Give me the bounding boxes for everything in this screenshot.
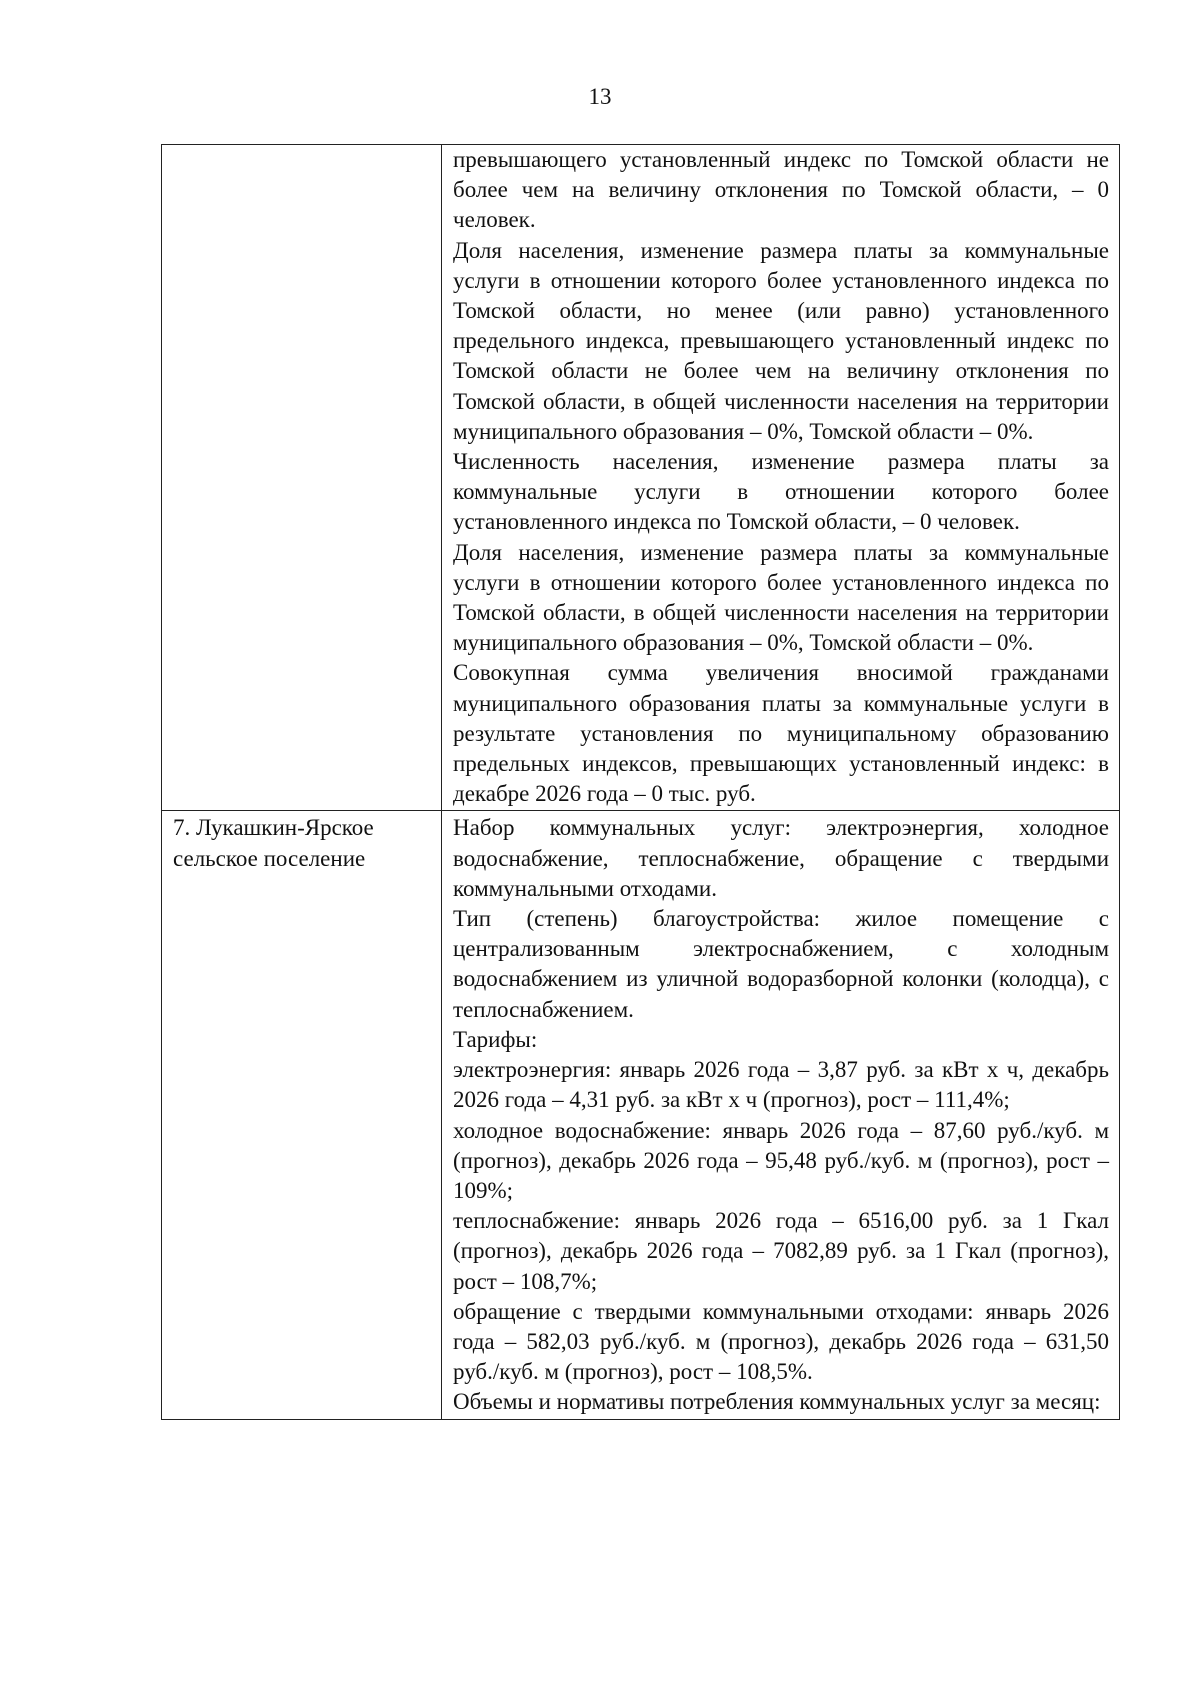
- paragraph: холодное водоснабжение: январь 2026 года – 87,60 руб./куб. м (прогноз), декабрь 2026 года – 95,48 руб./куб. м (прогноз), рост – 109%;: [453, 1117, 1109, 1203]
- document-table: [161, 144, 1120, 1420]
- paragraph: Тип (степень) благоустройства: жилое помещение с централизованным электроснабжением, с холодным водоснабжением из уличной водоразборной колонки (колодца), с теплоснабжением.: [453, 906, 1109, 1022]
- table-row: [162, 811, 1120, 1419]
- paragraph: Доля населения, изменение размера платы за коммунальные услуги в отношении которого более установленного индекса по Томской области, в общей численности населения на территории муниципального образования – 0%, Томской области – 0%.: [453, 539, 1109, 656]
- table-row: [162, 145, 1120, 811]
- paragraph: Численность населения, изменение размера платы за коммунальные услуги в отношении которого более установленного индекса по Томской области, – 0 человек.: [453, 449, 1109, 535]
- paragraph: электроэнергия: январь 2026 года – 3,87 руб. за кВт х ч, декабрь 2026 года – 4,31 руб. за кВт х ч (прогноз), рост – 111,4%;: [453, 1057, 1109, 1113]
- paragraph: Совокупная сумма увеличения вносимой гражданами муниципального образования платы за коммунальные услуги в результате установления по муниципальному образованию предельных индексов, превышающих установленный индекс: в декабре 2026 года – 0 тыс. руб.: [453, 660, 1109, 807]
- indicators-cell: [442, 811, 1120, 1419]
- paragraph: Объемы и нормативы потребления коммунальных услуг за месяц:: [453, 1389, 1101, 1415]
- paragraph: Доля населения, изменение размера платы за коммунальные услуги в отношении которого более установленного индекса по Томской области, но менее (или равно) установленного предельного индекса, превышающего установленный индекс по Томской области не более чем на величину отклонения по Томской области, в общей численности населения на территории муниципального образования – 0%, Томской области – 0%.: [453, 237, 1109, 444]
- municipality-name: 7. Лукашкин-Ярское сельское поселение: [173, 815, 374, 871]
- municipality-cell: [162, 811, 442, 1419]
- paragraph: Тарифы:: [453, 1026, 538, 1052]
- paragraph: теплоснабжение: январь 2026 года – 6516,00 руб. за 1 Гкал (прогноз), декабрь 2026 года – 7082,89 руб. за 1 Гкал (прогноз), рост – 108,7%;: [453, 1208, 1109, 1294]
- page-number: 13: [588, 84, 612, 109]
- municipality-cell: [162, 145, 442, 811]
- paragraph: Набор коммунальных услуг: электроэнергия, холодное водоснабжение, теплоснабжение, обращение с твердыми коммунальными отходами.: [453, 815, 1109, 901]
- paragraph: превышающего установленный индекс по Томской области не более чем на величину отклонения по Томской области, – 0 человек.: [453, 147, 1109, 233]
- paragraph: обращение с твердыми коммунальными отходами: январь 2026 года – 582,03 руб./куб. м (прогноз), декабрь 2026 года – 631,50 руб./куб. м (прогноз), рост – 108,5%.: [453, 1298, 1109, 1385]
- indicators-cell: [442, 145, 1120, 811]
